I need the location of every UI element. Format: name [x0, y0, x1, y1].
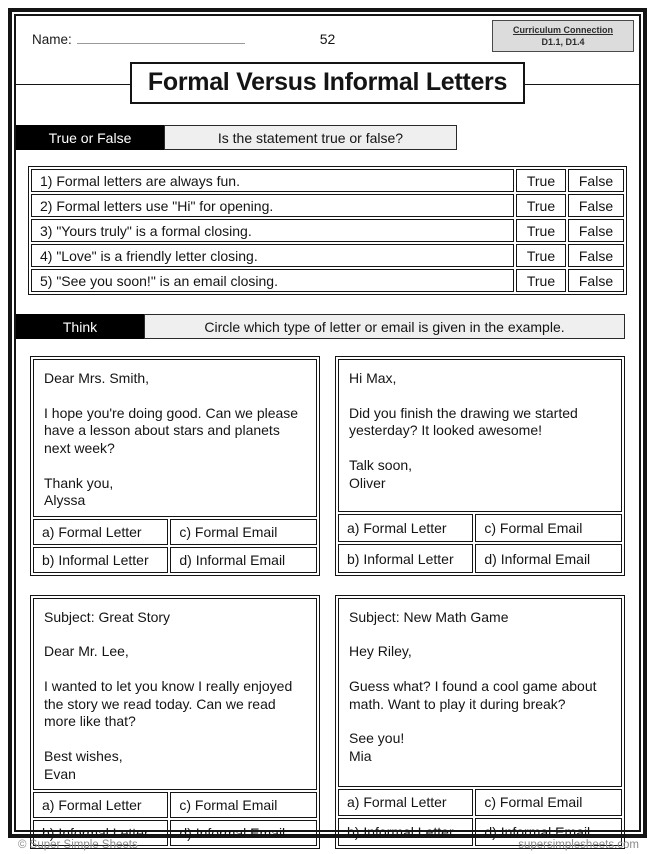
think-section-header	[16, 314, 639, 339]
true-cell[interactable]: True	[516, 219, 566, 242]
think-instruction: Circle which type of letter or email is given in the example.	[144, 314, 625, 339]
option-a[interactable]: a) Formal Letter	[33, 792, 168, 818]
option-b[interactable]: b) Informal Letter	[33, 820, 168, 846]
example-body: I hope you're doing good. Can we please have a lesson about stars and planets next week?	[44, 404, 299, 456]
footer-copyright: © Super Simple Sheets	[18, 839, 138, 851]
statement-text: 3) "Yours truly" is a formal closing.	[31, 219, 514, 242]
example-subject: Subject: New Math Game	[349, 608, 509, 625]
true-cell[interactable]: True	[516, 244, 566, 267]
false-cell[interactable]: False	[568, 219, 624, 242]
option-c[interactable]: c) Formal Email	[475, 514, 622, 542]
example-greeting: Hi Max,	[349, 370, 397, 386]
example-box-4	[335, 595, 625, 849]
true-cell[interactable]: True	[516, 194, 566, 217]
example-closing: Thank you,	[44, 474, 114, 491]
true-false-section-header	[16, 125, 639, 150]
option-d[interactable]: d) Informal Email	[170, 820, 317, 846]
worksheet-title: Formal Versus Informal Letters	[130, 62, 525, 104]
header	[16, 16, 639, 62]
statement-row	[31, 269, 624, 292]
example-box-1	[30, 356, 320, 576]
option-c[interactable]: c) Formal Email	[170, 792, 317, 818]
option-a[interactable]: a) Formal Letter	[33, 519, 168, 545]
page-number: 52	[319, 31, 336, 47]
name-label: Name:	[32, 32, 72, 47]
think-section-label: Think	[16, 314, 144, 339]
true-false-instruction: Is the statement true or false?	[164, 125, 457, 150]
example-signature: Oliver	[349, 474, 386, 491]
example-subject: Subject: Great Story	[44, 608, 171, 625]
example-greeting: Dear Mr. Lee,	[44, 643, 129, 660]
example-closing: See you!	[349, 730, 405, 747]
example-body: Did you finish the drawing we started yesterday? It looked awesome!	[349, 404, 578, 439]
curriculum-title: Curriculum Connection	[512, 25, 613, 35]
example-message	[33, 359, 317, 517]
option-c[interactable]: c) Formal Email	[475, 789, 622, 817]
example-message	[338, 598, 622, 787]
example-message	[33, 598, 317, 790]
false-cell[interactable]: False	[568, 169, 624, 192]
curriculum-connection-box	[492, 20, 634, 52]
statement-row	[31, 219, 624, 242]
title-band	[16, 62, 639, 106]
option-b[interactable]: b) Informal Letter	[338, 544, 473, 572]
example-greeting: Hey Riley,	[349, 643, 412, 660]
option-c[interactable]: c) Formal Email	[170, 519, 317, 545]
curriculum-codes: D1.1, D1.4	[541, 36, 585, 47]
statement-text: 1) Formal letters are always fun.	[31, 169, 514, 192]
statement-text: 2) Formal letters use "Hi" for opening.	[31, 194, 514, 217]
true-cell[interactable]: True	[516, 269, 566, 292]
option-d[interactable]: d) Informal Email	[170, 547, 317, 573]
examples-grid	[30, 356, 625, 849]
option-a[interactable]: a) Formal Letter	[338, 514, 473, 542]
page-border-outer	[8, 8, 647, 842]
statement-text: 4) "Love" is a friendly letter closing.	[31, 244, 514, 267]
true-cell[interactable]: True	[516, 169, 566, 192]
false-cell[interactable]: False	[568, 244, 624, 267]
name-input-line[interactable]	[77, 31, 245, 44]
example-body: I wanted to let you know I really enjoyed the story we read today. Can we read more like that?	[44, 678, 293, 730]
option-d[interactable]: d) Informal Email	[475, 544, 622, 572]
example-greeting: Dear Mrs. Smith,	[44, 370, 150, 386]
example-signature: Evan	[44, 765, 76, 782]
example-box-3	[30, 595, 320, 849]
example-box-2	[335, 356, 625, 576]
statement-text: 5) "See you soon!" is an email closing.	[31, 269, 514, 292]
statement-row	[31, 244, 624, 267]
footer	[18, 839, 639, 851]
example-message	[338, 359, 622, 512]
example-signature: Mia	[349, 747, 372, 764]
name-field	[32, 31, 245, 47]
example-closing: Talk soon,	[349, 456, 413, 473]
example-closing: Best wishes,	[44, 747, 123, 764]
option-b[interactable]: b) Informal Letter	[338, 818, 473, 846]
true-false-table	[28, 166, 627, 295]
true-false-section-label: True or False	[16, 125, 164, 150]
false-cell[interactable]: False	[568, 194, 624, 217]
option-a[interactable]: a) Formal Letter	[338, 789, 473, 817]
example-body: Guess what? I found a cool game about math. Want to play it during break?	[349, 678, 597, 712]
statement-row	[31, 194, 624, 217]
false-cell[interactable]: False	[568, 269, 624, 292]
statement-row	[31, 169, 624, 192]
option-b[interactable]: b) Informal Letter	[33, 547, 168, 573]
footer-website: supersimplesheets.com	[518, 839, 639, 851]
example-signature: Alyssa	[44, 492, 86, 509]
option-d[interactable]: d) Informal Email	[475, 818, 622, 846]
page-border-inner	[14, 14, 641, 842]
